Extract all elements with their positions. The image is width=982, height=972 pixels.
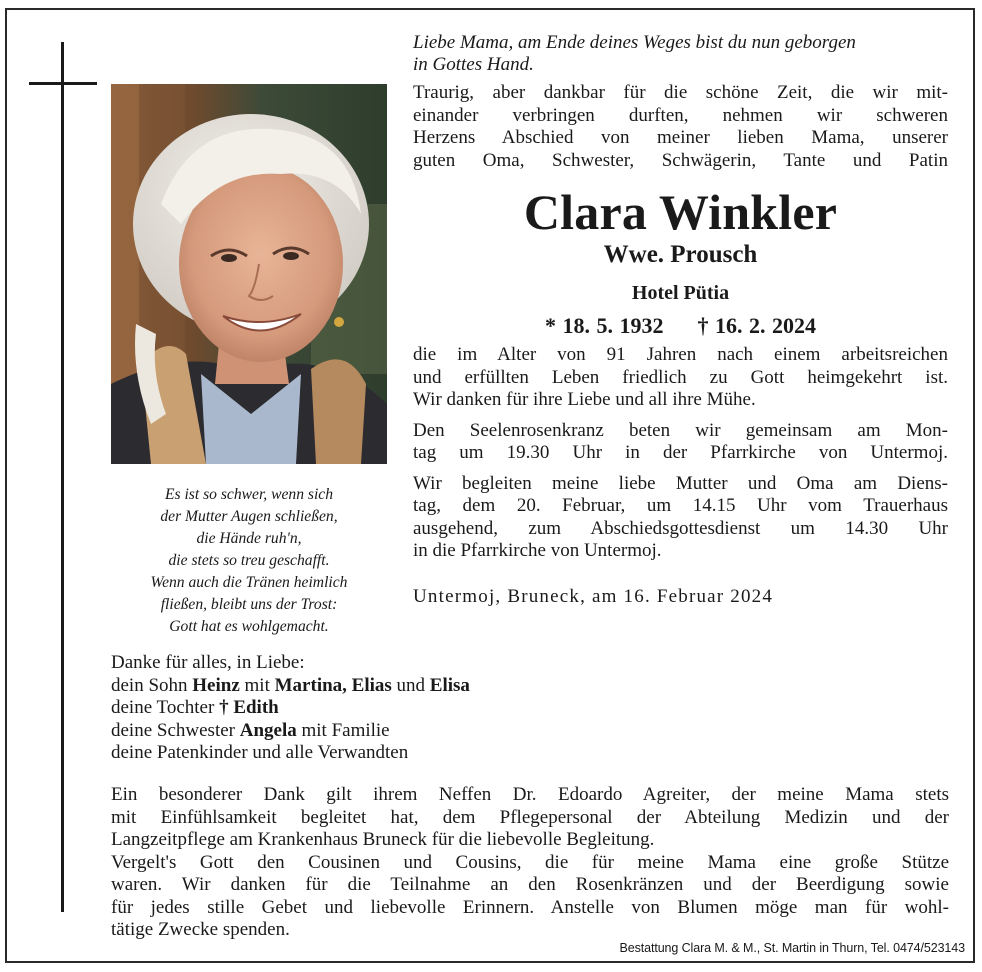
- life-line: Wir danken für ihre Liebe und all ihre Mühe.: [413, 389, 756, 410]
- funeral-line: Wir begleiten meine liebe Mutter und Oma am Diens-: [413, 472, 948, 494]
- mourner-name: Angela: [239, 719, 297, 741]
- funeral-home-credit: Bestattung Clara M. & M., St. Martin in Thurn, Tel. 0474/523143: [619, 941, 965, 955]
- funeral-line: tag, dem 20. Februar, um 14.15 Uhr vom Trauerhaus: [413, 495, 948, 516]
- gratitude-line: Vergelt's Gott den Cousinen und Cousins, die für meine Mama eine große Stütze: [111, 851, 949, 873]
- gratitude-line: mit Einfühlsamkeit begleitet hat, dem Pflegepersonal der Abteilung Medizin und der: [111, 806, 949, 828]
- mourners-intro: Danke für alles, in Liebe:: [111, 652, 305, 673]
- announcement-column: [413, 32, 948, 609]
- mourner-others: deine Patenkinder und alle Verwandten: [111, 742, 409, 763]
- mourner-name: † Edith: [219, 697, 279, 718]
- intro-line: in Gottes Hand.: [413, 54, 534, 75]
- mourner-daughter: [111, 697, 470, 720]
- cross-icon: [61, 42, 64, 912]
- life-text: [413, 344, 948, 412]
- mourner-label: dein Sohn: [111, 674, 188, 696]
- mourner-label: deine Tochter: [111, 697, 215, 718]
- deceased-name: Clara Winkler: [523, 184, 838, 240]
- poem-line: der Mutter Augen schließen,: [160, 508, 338, 525]
- funeral-text: [413, 473, 948, 563]
- obituary-frame: [5, 8, 975, 963]
- rosary-line: Den Seelenrosenkranz beten wir gemeinsam am Mon-: [413, 419, 948, 441]
- announcement-line: Herzens Abschied von meiner lieben Mama, unserer: [413, 127, 948, 148]
- life-line: und erfüllten Leben friedlich zu Gott heimgekehrt ist.: [413, 366, 948, 388]
- gratitude-line: Ein besonderer Dank gilt ihrem Neffen Dr. Edoardo Agreiter, der meine Mama stets: [111, 784, 949, 805]
- mourner-label: und: [396, 674, 426, 696]
- gratitude-line: für jedes stille Gebet und liebevolle Erinnern. Anstelle von Blumen möge man für wohl-: [111, 896, 949, 918]
- mourner-label: mit Familie: [301, 719, 390, 741]
- announcement-text: [413, 82, 948, 172]
- funeral-line: ausgehend, zum Abschiedsgottesdienst um 14.30 Uhr: [413, 517, 948, 539]
- poem-line: Wenn auch die Tränen heimlich: [150, 574, 348, 591]
- mourner-name: Martina, Elias: [274, 674, 392, 696]
- portrait-photo: [111, 84, 387, 464]
- poem-line: Es ist so schwer, wenn sich: [164, 486, 334, 503]
- mourner-name: Elisa: [429, 674, 470, 696]
- mourner-son: [111, 675, 470, 698]
- mourner-label: deine Schwester: [111, 719, 235, 741]
- mourner-label: mit: [244, 674, 270, 696]
- birth-date: * 18. 5. 1932: [545, 313, 664, 338]
- affiliation: Hotel Pütia: [631, 282, 730, 304]
- gratitude-line: Langzeitpflege am Krankenhaus Bruneck für die liebevolle Begleitung.: [111, 829, 655, 850]
- poem-line: fließen, bleibt uns der Trost:: [160, 596, 338, 613]
- cross-icon-bar: [29, 82, 97, 85]
- gratitude-line: tätige Zwecke spenden.: [111, 919, 290, 940]
- announcement-line: einander verbringen durften, nehmen wir schweren: [413, 104, 948, 126]
- mourner-sister: [111, 720, 470, 743]
- mourners-list: [111, 652, 470, 765]
- intro-line: Liebe Mama, am Ende deines Weges bist du nun geborgen: [413, 32, 856, 53]
- gratitude-text: [111, 784, 949, 942]
- intro-verse: [413, 32, 948, 76]
- announcement-line: guten Oma, Schwester, Schwägerin, Tante und Patin: [413, 149, 948, 171]
- memorial-poem: [111, 484, 387, 638]
- death-date: † 16. 2. 2024: [697, 313, 816, 338]
- rosary-line: tag um 19.30 Uhr in der Pfarrkirche von Untermoj.: [413, 442, 948, 463]
- funeral-line: in die Pfarrkirche von Untermoj.: [413, 540, 662, 561]
- mourner-name: Heinz: [192, 674, 240, 696]
- announcement-line: Traurig, aber dankbar für die schöne Zeit, die wir mit-: [413, 82, 948, 103]
- gratitude-line: waren. Wir danken für die Teilnahme an den Rosenkränzen und der Beerdigung sowie: [111, 874, 949, 895]
- life-line: die im Alter von 91 Jahren nach einem arbeitsreichen: [413, 344, 948, 365]
- poem-line: die stets so treu geschafft.: [168, 552, 330, 569]
- rosary-text: [413, 420, 948, 465]
- widow-name: Wwe. Prousch: [603, 241, 758, 268]
- poem-line: Gott hat es wohlgemacht.: [169, 618, 329, 635]
- place-and-date: Untermoj, Bruneck, am 16. Februar 2024: [413, 585, 774, 607]
- life-dates: [413, 312, 948, 340]
- poem-line: die Hände ruh'n,: [196, 530, 302, 547]
